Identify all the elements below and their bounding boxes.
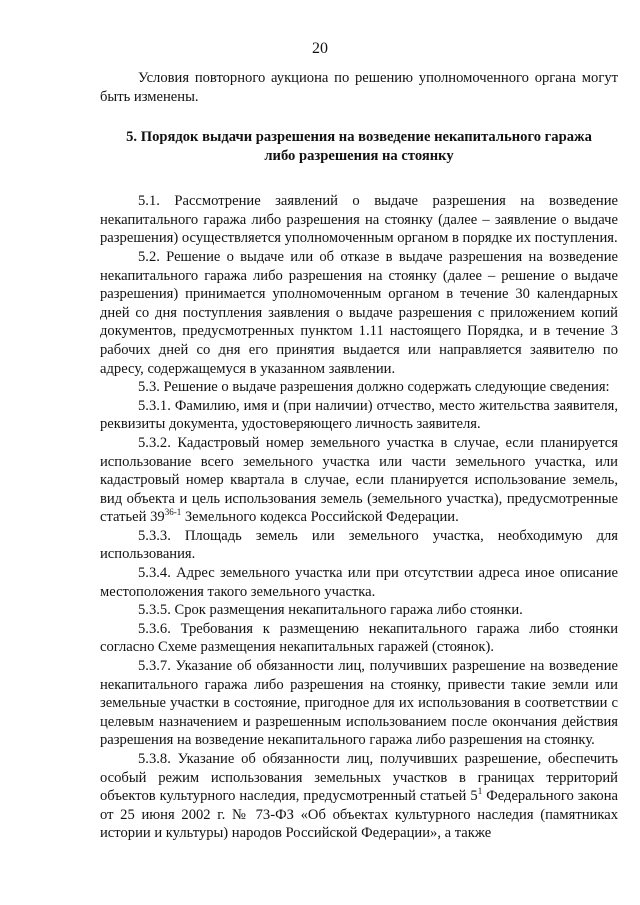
paragraph-5-3-8-tail: Федерального закона от 25 июня 2002 г. № 73-ФЗ «Об объектах культурного наследия (памятниках истории и культуры) народов Российской Федерации», а также: [100, 788, 618, 842]
paragraph-5-3-2: [100, 434, 618, 527]
paragraph-5-3-2-tail: Земельного кодекса Российской Федерации.: [181, 509, 459, 526]
paragraph-5-3-3: 5.3.3. Площадь земель или земельного участка, необходимую для использования.: [100, 527, 618, 563]
paragraph-5-3-2-text: 5.3.2. Кадастровый номер земельного участка в случае, если планируется использование всего земельного участка или части земельного участка, или кадастровый номер квартала в случае, если планируется использование земель, вид объекта и цель использования земель (земельного участка), предусмотренные статьей 39: [100, 434, 618, 526]
paragraph-5-3-8-text: 5.3.8. Указание об обязанности лиц, получивших разрешение, обеспечить особый режим использования земельных участков в границах территорий объектов культурного наследия, предусмотренный статьей 5: [100, 751, 618, 805]
superscript: 1: [477, 786, 483, 797]
paragraph-5-3-1: 5.3.1. Фамилию, имя и (при наличии) отчество, место жительства заявителя, реквизиты документа, удостоверяющего личность заявителя.: [100, 397, 618, 433]
paragraph-5-3-6: 5.3.6. Требования к размещению некапитального гаража либо стоянки согласно Схеме размещения некапитальных гаражей (стоянок).: [100, 620, 618, 656]
section-heading: 5. Порядок выдачи разрешения на возведение некапитального гаража либо разрешения на стоянку: [126, 129, 592, 165]
paragraph-5-2: 5.2. Решение о выдаче или об отказе в выдаче разрешения на возведение некапитального гаража либо разрешения на стоянку (далее – решение о выдаче разрешения) принимается уполномоченным органом в течение 30 календарных дней со дня поступления заявления о выдаче разрешения с приложением копий документов, предусмотренных пунктом 1.11 настоящего Порядка, и в течение 3 рабочих дней со дня его принятия выдается или направляется заявителю по адресу, содержащемуся в указанном заявлении.: [100, 248, 618, 377]
paragraph-5-3: 5.3. Решение о выдаче разрешения должно содержать следующие сведения:: [138, 379, 610, 396]
page-number: 20: [312, 40, 328, 57]
paragraph-5-3-4: 5.3.4. Адрес земельного участка или при отсутствии адреса иное описание местоположения такого земельного участка.: [100, 565, 618, 600]
paragraph-5-3-7: 5.3.7. Указание об обязанности лиц, получивших разрешение на возведение некапитального гаража либо разрешения на стоянку, привести такие земли или земельные участки в состояние, пригодное для их использования в соответствии с целевым назначением и разрешенным использованием после окончания действия разрешения на возведение некапитального гаража либо разрешения на стоянку.: [100, 658, 618, 749]
paragraph-5-3-8: [100, 750, 618, 843]
superscript: 36-1: [164, 507, 182, 518]
intro-paragraph: Условия повторного аукциона по решению уполномоченного органа могут быть изменены.: [100, 70, 618, 105]
paragraph-5-3-5: 5.3.5. Срок размещения некапитального гаража либо стоянки.: [138, 602, 523, 619]
paragraph-5-1: 5.1. Рассмотрение заявлений о выдаче разрешения на возведение некапитального гаража либо разрешения на стоянку (далее – заявление о выдаче разрешения) осуществляется уполномоченным органом в порядке их поступления.: [100, 193, 618, 247]
document-body: [100, 69, 618, 843]
